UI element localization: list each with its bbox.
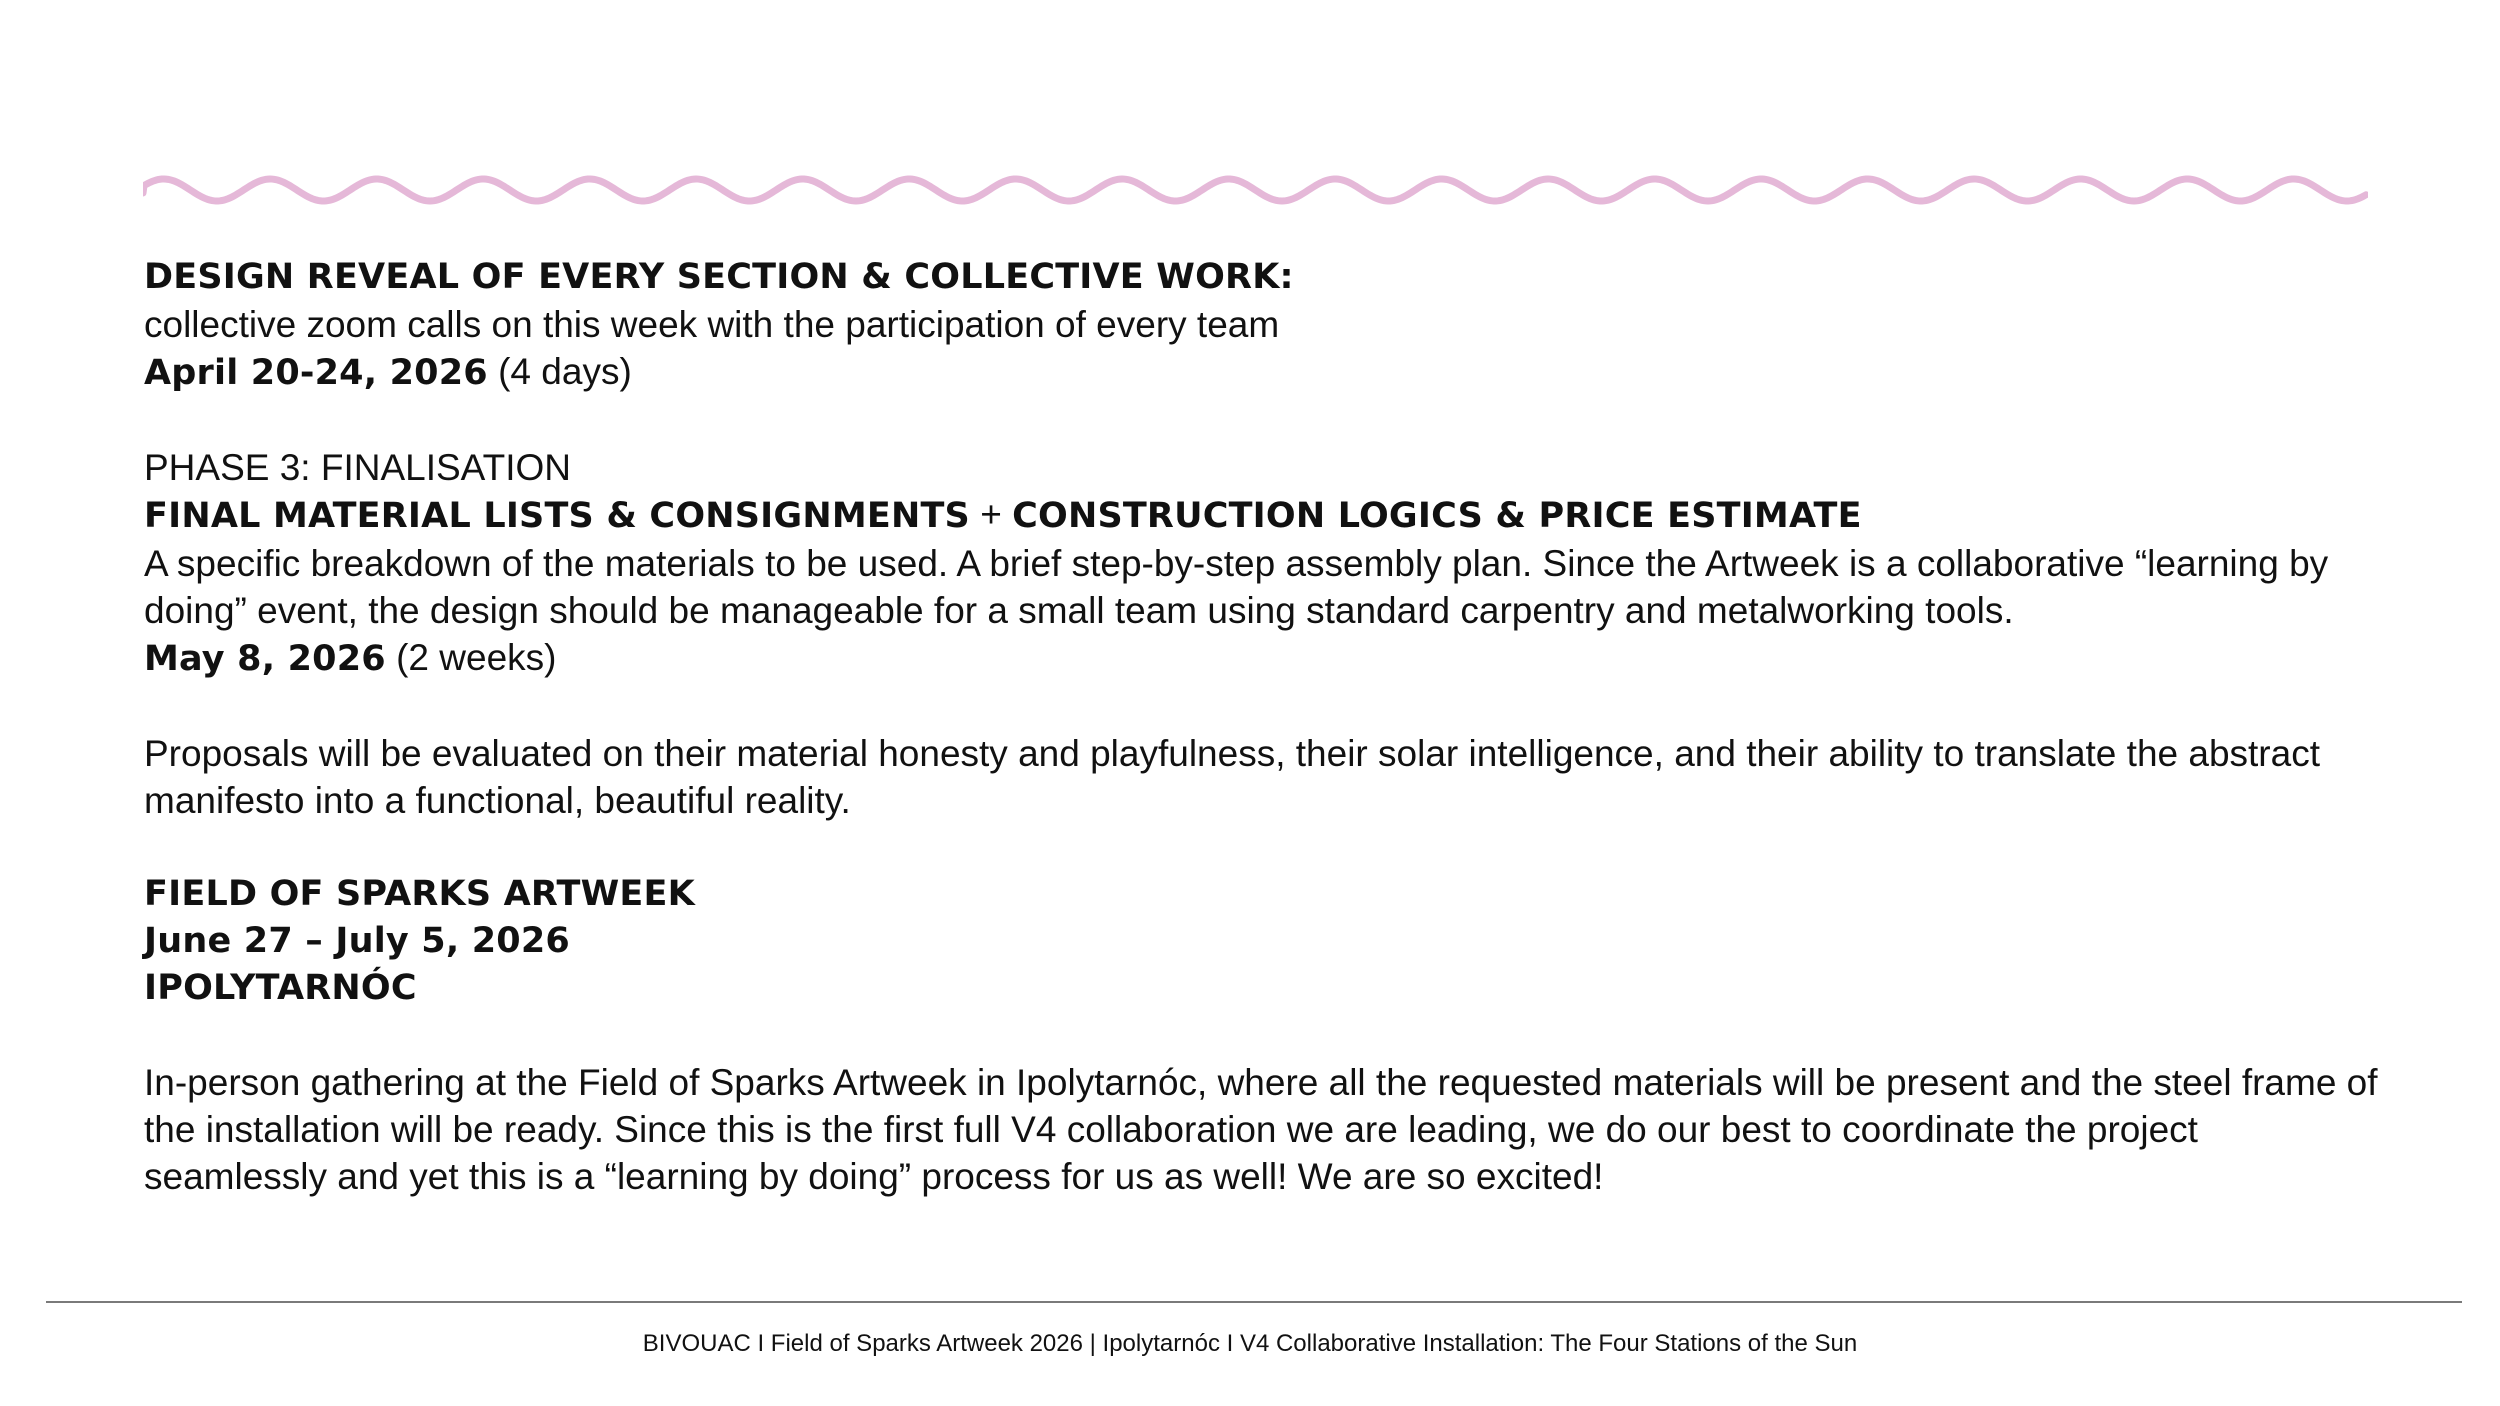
event-name: FIELD OF SPARKS ARTWEEK: [144, 874, 695, 914]
finalisation-heading-a: FINAL MATERIAL LISTS & CONSIGNMENTS: [144, 496, 970, 536]
footer-divider: [46, 1301, 2462, 1303]
design-reveal-date-line: [144, 348, 2384, 397]
event-description: In-person gathering at the Field of Sparks Artweek in Ipolytarnóc, where all the requested materials will be present and the steel frame of the installation will be ready. Since this is the first full V4 collaboration we are leading, we do our best to coordinate the project seamlessly and yet this is a “learning by doing” process for us as well! We are so excited!: [144, 1062, 2378, 1197]
phase-title: PHASE 3: FINALISATION: [144, 447, 571, 488]
document-body: [144, 254, 2384, 1200]
event-location: IPOLYTARNÓC: [144, 968, 417, 1008]
page-footer: BIVOUAC I Field of Sparks Artweek 2026 | Ipolytarnóc I V4 Collaborative Installation: The Four Stations of the Sun: [642, 1330, 1858, 1357]
design-reveal-heading: DESIGN REVEAL OF EVERY SECTION & COLLECTIVE WORK:: [144, 257, 1294, 297]
design-reveal-description: collective zoom calls on this week with the participation of every team: [144, 304, 1280, 345]
finalisation-heading-plus: +: [969, 494, 1013, 535]
finalisation-date: May 8, 2026: [144, 639, 386, 679]
event-dates: June 27 – July 5, 2026: [144, 921, 570, 961]
finalisation-description: A specific breakdown of the materials to be used. A brief step-by-step assembly plan. Since the Artweek is a collaborative “learning by doing” event, the design should be manageable for a small team using standard carpentry and metalworking tools.: [144, 543, 2329, 631]
evaluation-text: Proposals will be evaluated on their material honesty and playfulness, their solar intelligence, and their ability to translate the abstract manifesto into a functional, beautiful reality.: [144, 733, 2320, 821]
wavy-line-icon: [143, 160, 2368, 220]
finalisation-date-line: [144, 634, 2384, 683]
finalisation-heading: [144, 491, 2384, 540]
finalisation-heading-b: CONSTRUCTION LOGICS & PRICE ESTIMATE: [1012, 496, 1862, 536]
design-reveal-date: April 20-24, 2026: [144, 353, 488, 393]
design-reveal-duration: (4 days): [487, 351, 632, 392]
finalisation-duration: (2 weeks): [385, 637, 557, 678]
